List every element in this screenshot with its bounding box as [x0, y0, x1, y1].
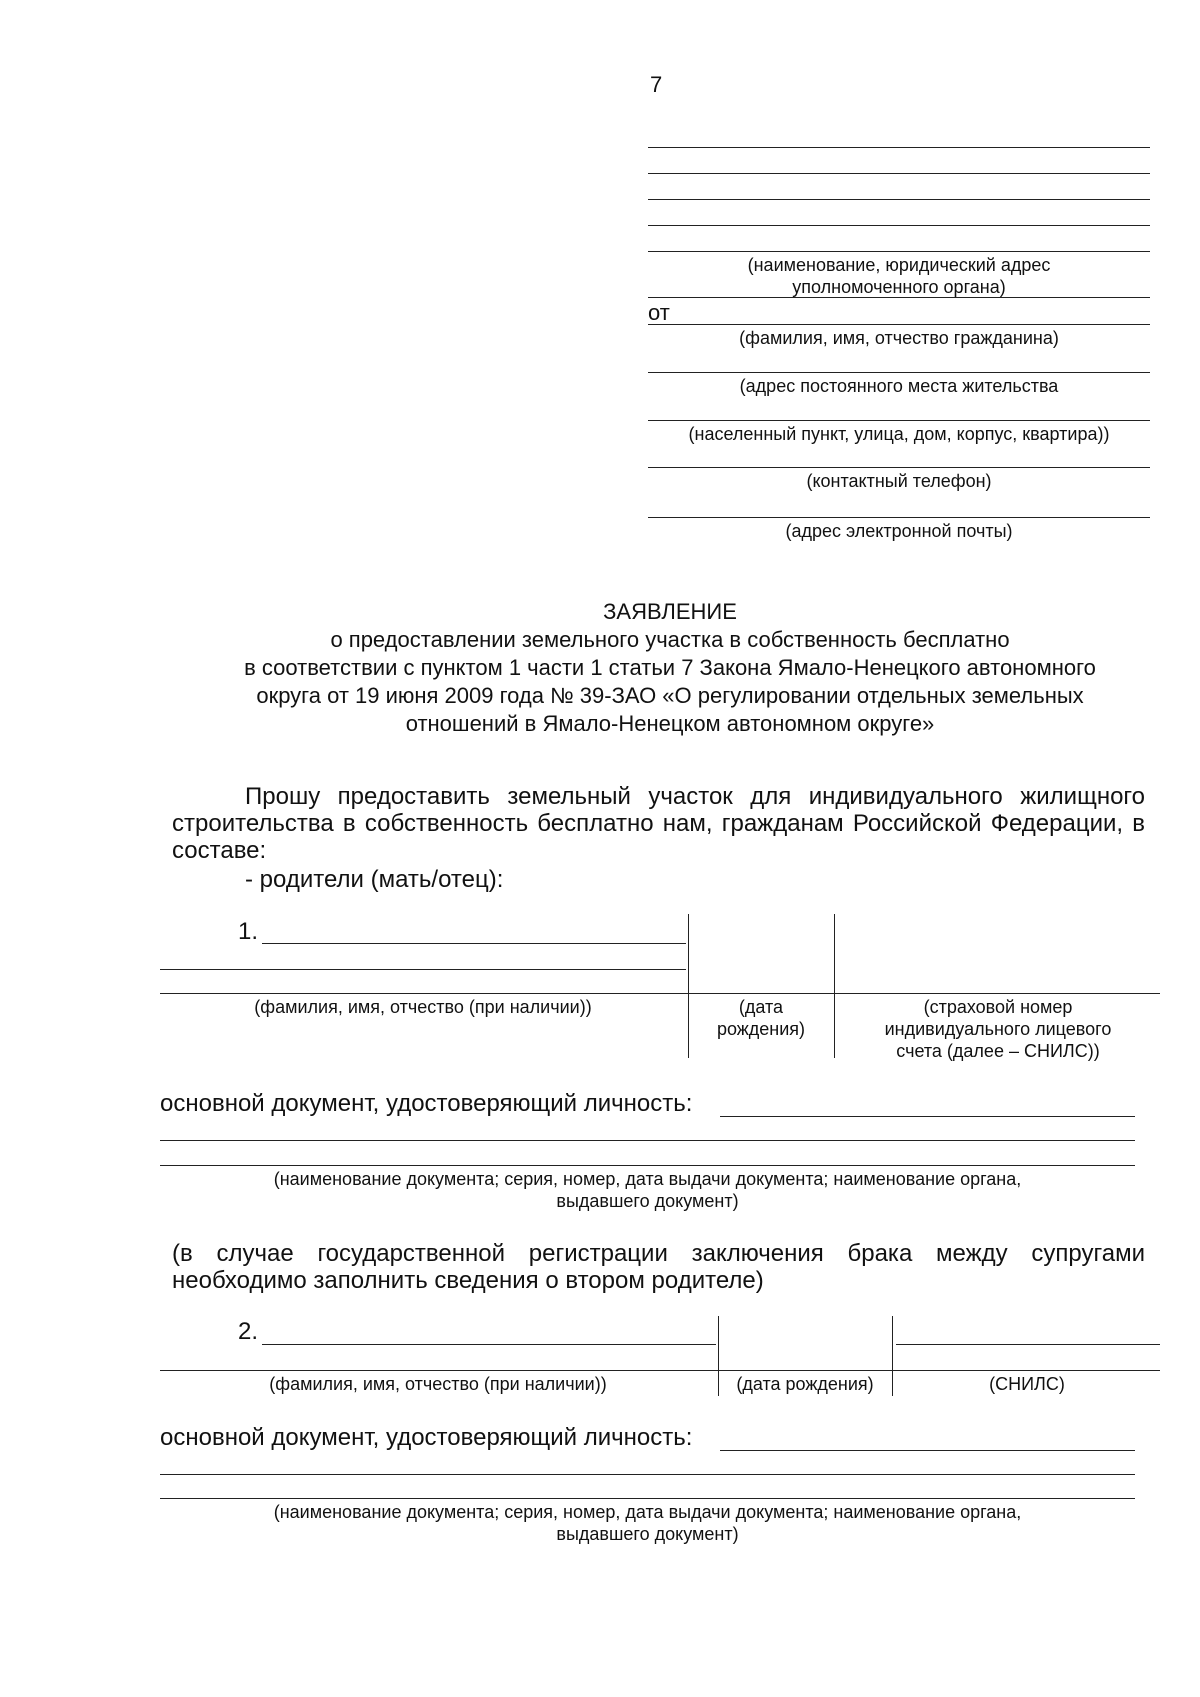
- parent-1-table-top: [160, 993, 1160, 994]
- parent-2-table-top: [160, 1370, 1160, 1371]
- parent-2-number: 2.: [238, 1318, 259, 1345]
- parent-2-snils-caption: (СНИЛС): [989, 1374, 1065, 1394]
- address-detail-caption: (населенный пункт, улица, дом, корпус, квартира)): [688, 424, 1110, 444]
- parent-2-divider-2: [892, 1316, 893, 1396]
- request-line-2: строительства в собственность бесплатно нам, гражданам Российской Федерации, в: [172, 810, 1145, 837]
- fio-caption: (фамилия, имя, отчество гражданина): [739, 328, 1059, 348]
- phone-line[interactable]: [648, 467, 1150, 468]
- parent-1-fio-line-1[interactable]: [262, 943, 686, 944]
- parent-1-doc-caption-2: выдавшего документ): [556, 1191, 739, 1211]
- parent-2-doc-caption-2: выдавшего документ): [556, 1524, 739, 1544]
- parent-2-snils-line[interactable]: [896, 1344, 1160, 1345]
- title-line-1: о предоставлении земельного участка в собственность бесплатно: [330, 627, 1010, 652]
- authority-caption-1: (наименование, юридический адрес: [747, 255, 1051, 275]
- fio-line[interactable]: [648, 324, 1150, 325]
- address-line[interactable]: [648, 372, 1150, 373]
- parent-1-doc-line-3[interactable]: [160, 1165, 1135, 1166]
- request-line-1: Прошу предоставить земельный участок для индивидуального жилищного: [245, 783, 1145, 810]
- authority-end-line: [648, 297, 1150, 298]
- parent-2-doc-line-3[interactable]: [160, 1498, 1135, 1499]
- authority-line-2[interactable]: [648, 173, 1150, 174]
- parent-2-doc-line-1[interactable]: [720, 1450, 1135, 1451]
- authority-line-1[interactable]: [648, 147, 1150, 148]
- title-line-3: округа от 19 июня 2009 года № 39-ЗАО «О регулировании отдельных земельных: [256, 683, 1084, 708]
- parent-1-dob-caption-1: (дата: [738, 997, 784, 1017]
- parent-1-doc-caption-1: (наименование документа; серия, номер, дата выдачи документа; наименование органа,: [273, 1169, 1022, 1189]
- title-heading: ЗАЯВЛЕНИЕ: [603, 599, 737, 624]
- authority-line-3[interactable]: [648, 199, 1150, 200]
- authority-caption-2: уполномоченного органа): [792, 277, 1006, 297]
- title-line-4: отношений в Ямало-Ненецком автономном округе»: [405, 711, 935, 736]
- title-line-2: в соответствии с пунктом 1 части 1 статьи 7 Закона Ямало-Ненецкого автономного: [244, 655, 1096, 680]
- parent-2-divider-1: [718, 1316, 719, 1396]
- document-title: [120, 598, 1200, 738]
- authority-line-5[interactable]: [648, 251, 1150, 252]
- parent-1-snils-caption-3: счета (далее – СНИЛС)): [896, 1041, 1100, 1061]
- authority-line-4[interactable]: [648, 225, 1150, 226]
- marriage-note-2: необходимо заполнить сведения о втором родителе): [172, 1267, 764, 1294]
- parent-1-divider-1: [688, 914, 689, 1058]
- parent-1-dob-caption-2: рождения): [716, 1019, 806, 1039]
- page-number: 7: [650, 72, 663, 97]
- parent-1-doc-label: основной документ, удостоверяющий личность:: [160, 1090, 693, 1117]
- parent-1-fio-line-2[interactable]: [160, 969, 686, 970]
- parent-1-snils-caption-2: индивидуального лицевого: [884, 1019, 1112, 1039]
- parent-1-snils-caption-1: (страховой номер: [923, 997, 1073, 1017]
- parent-2-dob-caption: (дата рождения): [736, 1374, 874, 1394]
- parent-2-fio-caption: (фамилия, имя, отчество (при наличии)): [269, 1374, 607, 1394]
- parent-1-fio-caption: (фамилия, имя, отчество (при наличии)): [254, 997, 592, 1017]
- parent-2-doc-label: основной документ, удостоверяющий личность:: [160, 1424, 693, 1451]
- address-caption: (адрес постоянного места жительства: [739, 376, 1059, 396]
- address-detail-line[interactable]: [648, 420, 1150, 421]
- parent-2-fio-line[interactable]: [262, 1344, 716, 1345]
- parent-2-doc-line-2[interactable]: [160, 1474, 1135, 1475]
- parent-1-doc-line-2[interactable]: [160, 1140, 1135, 1141]
- parents-label: - родители (мать/отец):: [245, 866, 504, 893]
- email-caption: (адрес электронной почты): [785, 521, 1013, 541]
- parent-1-divider-2: [834, 914, 835, 1058]
- parent-2-doc-caption-1: (наименование документа; серия, номер, дата выдачи документа; наименование органа,: [273, 1502, 1022, 1522]
- phone-caption: (контактный телефон): [806, 471, 992, 491]
- parent-1-doc-line-1[interactable]: [720, 1116, 1135, 1117]
- parent-1-number: 1.: [238, 918, 259, 945]
- request-line-3: составе:: [172, 837, 267, 864]
- email-line[interactable]: [648, 517, 1150, 518]
- marriage-note-1: (в случае государственной регистрации заключения брака между супругами: [172, 1240, 1145, 1267]
- from-label: от: [648, 300, 670, 325]
